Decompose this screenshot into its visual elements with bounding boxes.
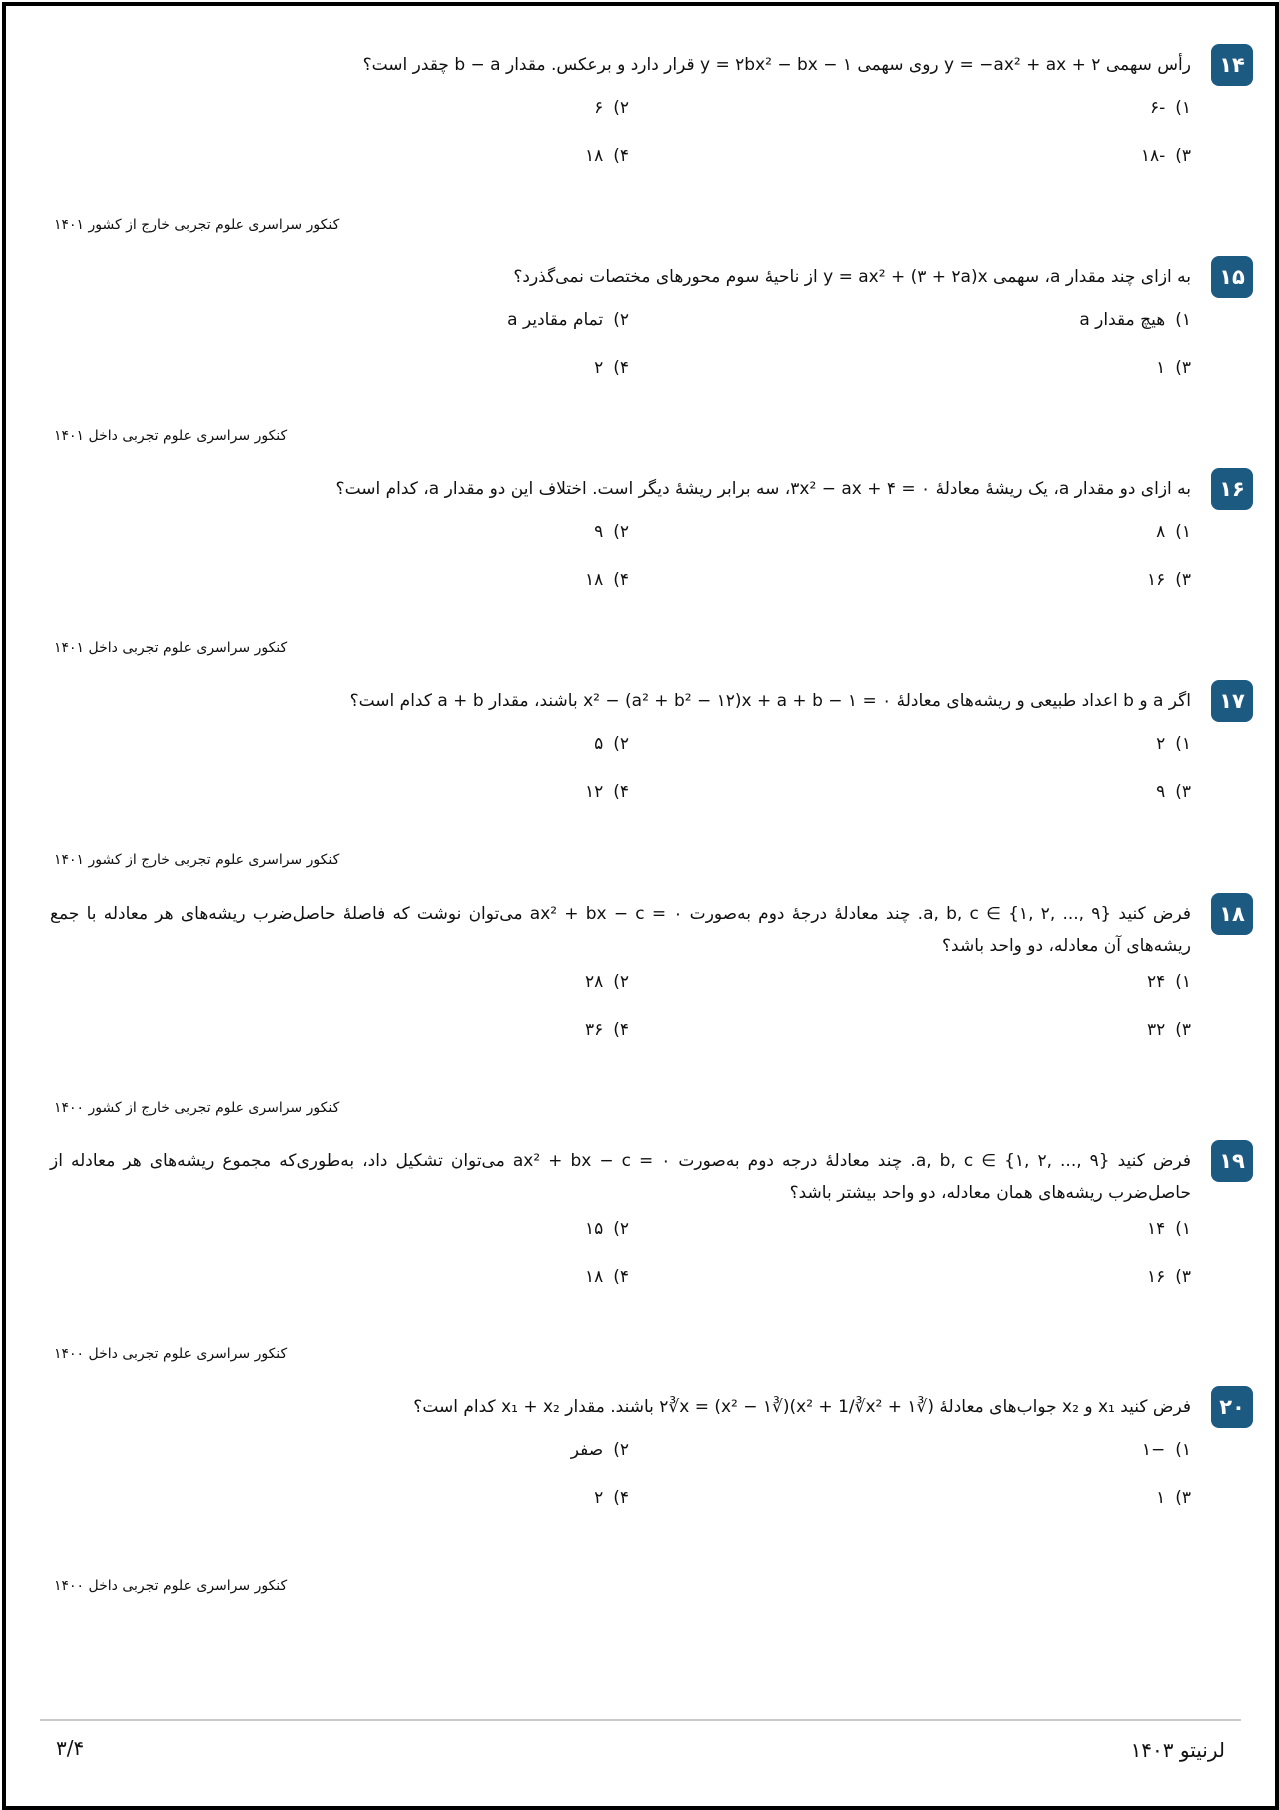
options-list [50,522,1253,618]
question-number-badge: ۱۸ [1211,893,1253,935]
question-number-badge: ۱۵ [1211,256,1253,298]
option-3[interactable]: ۳)۳۲ [1146,1020,1191,1040]
options-list [50,734,1253,830]
option-1[interactable]: ۱)هیچ مقدار a [1079,310,1191,330]
question-17 [50,680,1253,830]
question-number-badge: ۱۹ [1211,1140,1253,1182]
option-1[interactable]: ۱)-۶ [1149,98,1191,118]
footer-brand: لرنیتو ۱۴۰۳ [1130,1738,1225,1762]
question-number-badge: ۱۶ [1211,468,1253,510]
options-list [50,98,1253,194]
option-1[interactable]: ۱)۲ [1156,734,1191,754]
question-source: کنکور سراسری علوم تجربی خارج از کشور ۱۴۰۱ [54,852,340,868]
option-2[interactable]: ۲)۹ [594,522,629,542]
question-text: به ازای دو مقدار a، یک ریشهٔ معادلهٔ ۳x² − ax + ۴ = ۰، سه برابر ریشهٔ دیگر است. اختلاف این دو مقدار a، کدام است؟ [335,479,1191,499]
option-3[interactable]: ۳)-۱۸ [1140,146,1191,166]
question-15 [50,256,1253,406]
question-source: کنکور سراسری علوم تجربی داخل ۱۴۰۱ [54,640,288,656]
option-4[interactable]: ۴)۱۸ [584,1267,629,1287]
question-source: کنکور سراسری علوم تجربی داخل ۱۴۰۱ [54,428,288,444]
page-number: ۳/۴ [56,1736,85,1760]
question-19 [50,1140,1253,1315]
option-1[interactable]: ۱)۲۴ [1146,972,1191,992]
question-20 [50,1386,1253,1536]
options-list [50,310,1253,406]
footer-divider [40,1719,1241,1721]
question-14 [50,44,1253,194]
option-4[interactable]: ۴)۲ [594,358,629,378]
question-text: فرض کنید a, b, c ∈ {۱, ۲, ..., ۹}. چند معادلهٔ درجهٔ دوم به‌صورت ax² + bx − c = ۰ می‌توان نوشت که فاصلهٔ حاصل‌ضرب ریشه‌های هر معادله با جمع ریشه‌های آن معادله، دو واحد باشد؟ [50,904,1191,956]
question-18 [50,893,1253,1068]
option-1[interactable]: ۱)۱۴ [1146,1219,1191,1239]
option-2[interactable]: ۲)۱۵ [584,1219,629,1239]
question-number-badge: ۱۴ [1211,44,1253,86]
question-text: فرض کنید x₁ و x₂ جواب‌های معادلهٔ (∛x² + 1/∛x² + ۱)(∛x² − ۱) = ۲∛x باشند. مقدار x₁ + x₂ کدام است؟ [413,1397,1191,1417]
options-list [50,972,1253,1068]
option-3[interactable]: ۳)۹ [1156,782,1191,802]
option-2[interactable]: ۲)صفر [570,1440,629,1460]
question-text: فرض کنید a, b, c ∈ {۱, ۲, ..., ۹}. چند معادلهٔ درجه دوم به‌صورت ax² + bx − c = ۰ می‌توان تشکیل داد، به‌طوری‌که مجموع ریشه‌های هر معادله از حاصل‌ضرب ریشه‌های همان معادله، دو واحد بیشتر باشد؟ [50,1151,1191,1203]
question-number-badge: ۲۰ [1211,1386,1253,1428]
question-text: رأس سهمی y = −ax² + ax + ۲ روی سهمی y = ۲bx² − bx − ۱ قرار دارد و برعکس. مقدار b − a چقدر است؟ [362,55,1191,75]
option-2[interactable]: ۲)تمام مقادیر a [507,310,629,330]
option-2[interactable]: ۲)۲۸ [584,972,629,992]
option-3[interactable]: ۳)۱۶ [1146,570,1191,590]
option-4[interactable]: ۴)۱۸ [584,570,629,590]
question-source: کنکور سراسری علوم تجربی داخل ۱۴۰۰ [54,1578,288,1594]
option-1[interactable]: ۱)۸ [1156,522,1191,542]
option-4[interactable]: ۴)۱۸ [584,146,629,166]
options-list [50,1440,1253,1536]
option-2[interactable]: ۲)۵ [594,734,629,754]
option-4[interactable]: ۴)۲ [594,1488,629,1508]
question-text: اگر a و b اعداد طبیعی و ریشه‌های معادلهٔ x² − (a² + b² − ۱۲)x + a + b − ۱ = ۰ باشند، مقدار a + b کدام است؟ [349,691,1191,711]
options-list [50,1219,1253,1315]
option-4[interactable]: ۴)۱۲ [584,782,629,802]
question-source: کنکور سراسری علوم تجربی خارج از کشور ۱۴۰۰ [54,1100,340,1116]
option-3[interactable]: ۳)۱ [1156,358,1191,378]
option-3[interactable]: ۳)۱۶ [1146,1267,1191,1287]
question-source: کنکور سراسری علوم تجربی خارج از کشور ۱۴۰۱ [54,217,340,233]
question-number-badge: ۱۷ [1211,680,1253,722]
option-2[interactable]: ۲)۶ [594,98,629,118]
option-4[interactable]: ۴)۳۶ [584,1020,629,1040]
question-16 [50,468,1253,618]
option-1[interactable]: ۱)−۱ [1141,1440,1191,1460]
option-3[interactable]: ۳)۱ [1156,1488,1191,1508]
question-source: کنکور سراسری علوم تجربی داخل ۱۴۰۰ [54,1346,288,1362]
question-text: به ازای چند مقدار a، سهمی y = ax² + (۳ + ۲a)x از ناحیهٔ سوم محورهای مختصات نمی‌گذرد؟ [513,267,1191,287]
